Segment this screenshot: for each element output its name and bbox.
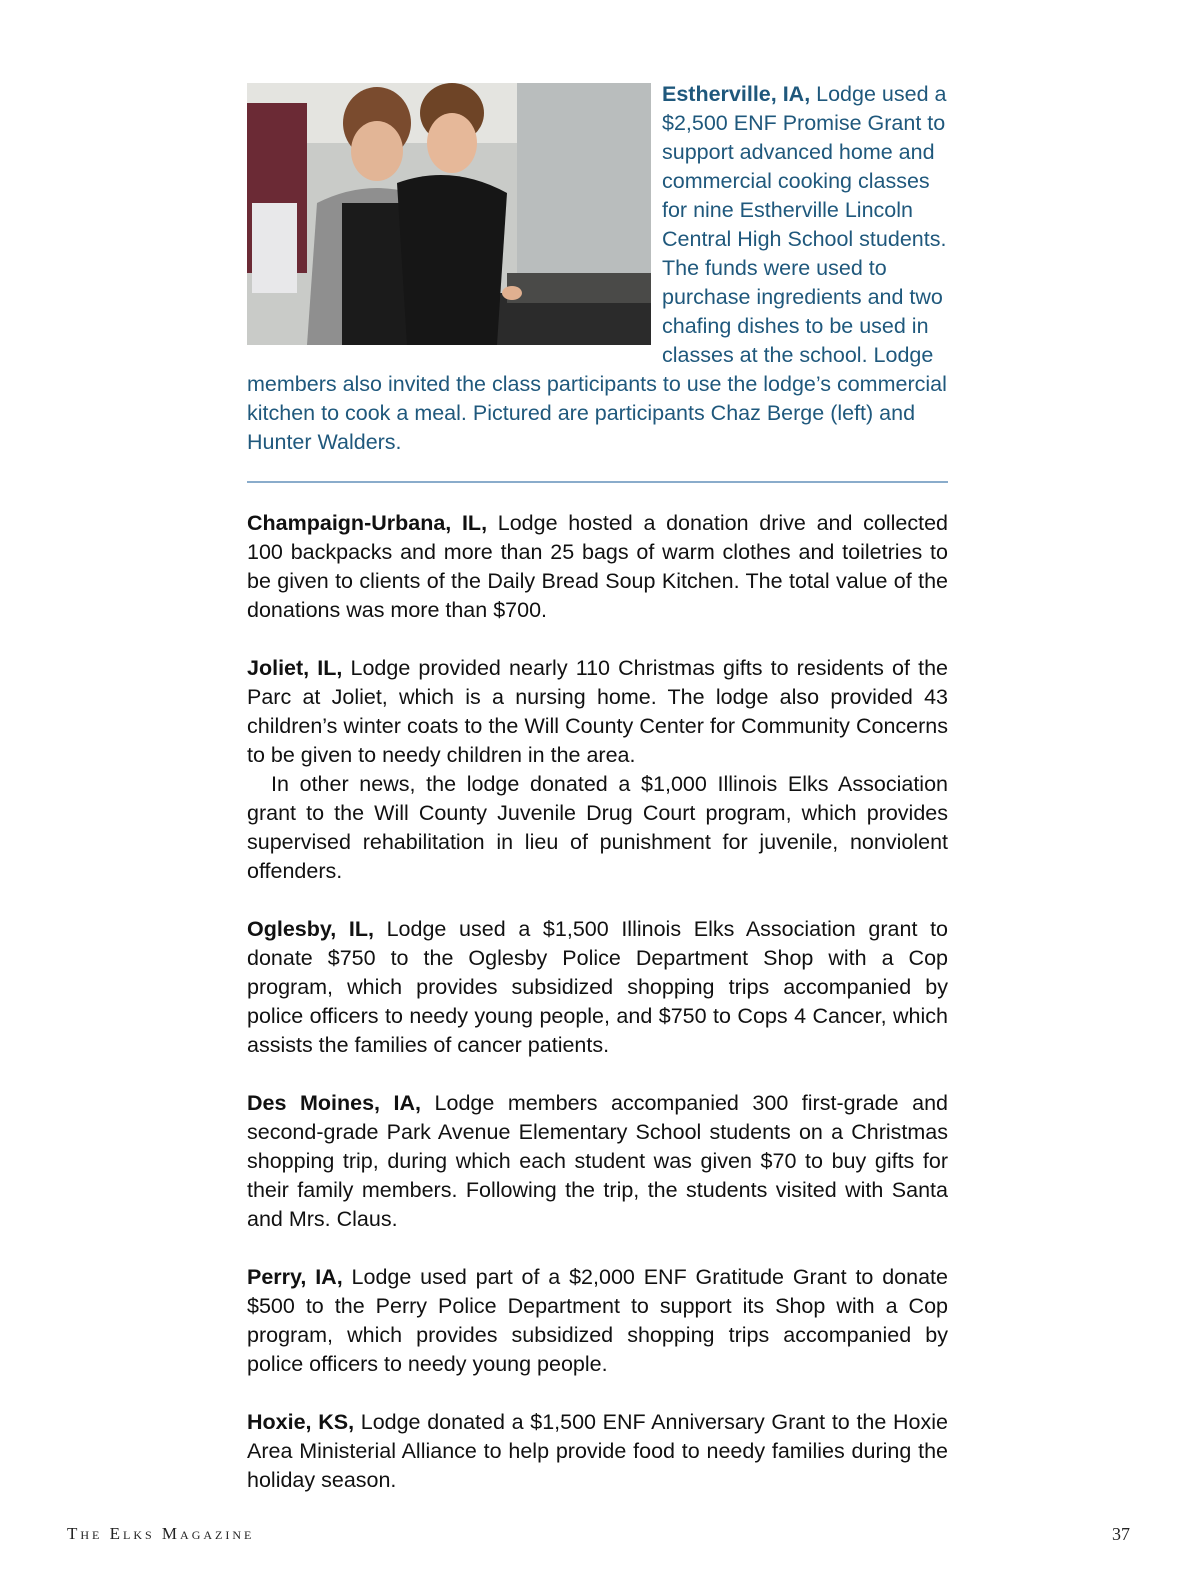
section-divider: [247, 481, 948, 483]
news-item-joliet: [247, 654, 948, 886]
news-item-text: Lodge used a $1,500 Illinois Elks Association grant to donate $750 to the Oglesby Police Department Shop with a Cop program, which provides subsidized shopping trips accompanied by police officers to needy young people, and $750 to Cops 4 Cancer, which assists the families of cancer patients.: [247, 917, 948, 1057]
news-item-paragraph: [247, 654, 948, 770]
news-item-paragraph: [247, 1263, 948, 1379]
page-number: 37: [1112, 1524, 1130, 1544]
two-students-cooking-photo: [247, 83, 651, 345]
news-item-paragraph-2: In other news, the lodge donated a $1,000 Illinois Elks Association grant to the Will County Juvenile Drug Court program, which provides supervised rehabilitation in lieu of punishment for juvenile, nonviolent offenders.: [247, 772, 948, 883]
news-item-oglesby: [247, 915, 948, 1060]
news-item-paragraph: [247, 915, 948, 1060]
caption-text: Lodge used a $2,500 ENF Promise Grant to support advanced home and commercial cooking classes for nine Estherville Lincoln Central High School students. The funds were used to purchase ingredients and two chafing dishes to be used in classes at the school. Lodge members also invited the class participants to use the lodge’s commercial kitchen to cook a meal. Pictured are participants Chaz Berge (left) and Hunter Walders.: [247, 82, 947, 454]
news-item-champaign-urbana: [247, 509, 948, 625]
news-item-location: Des Moines, IA,: [247, 1091, 422, 1115]
news-item-location: Perry, IA,: [247, 1265, 343, 1289]
news-item-paragraph: [247, 509, 948, 625]
news-item-text: Lodge members accompanied 300 first-grade and second-grade Park Avenue Elementary School students on a Christmas shopping trip, during which each student was given $70 to buy gifts for their family members. Following the trip, the students visited with Santa and Mrs. Claus.: [247, 1091, 948, 1231]
news-item-paragraph: [247, 1408, 948, 1495]
news-item-location: Hoxie, KS,: [247, 1410, 355, 1434]
news-item-location: Oglesby, IL,: [247, 917, 374, 941]
news-item-hoxie: [247, 1408, 948, 1495]
news-item-text: Lodge hosted a donation drive and collected 100 backpacks and more than 25 bags of warm clothes and toiletries to be given to clients of the Daily Bread Soup Kitchen. The total value of the donations was more than $700.: [247, 511, 948, 622]
news-item-text: Lodge used part of a $2,000 ENF Gratitude Grant to donate $500 to the Perry Police Department to support its Shop with a Cop program, which provides subsidized shopping trips accompanied by police officers to needy young people.: [247, 1265, 948, 1376]
news-item-des-moines: [247, 1089, 948, 1234]
news-item-location: Champaign-Urbana, IL,: [247, 511, 488, 535]
magazine-title: The Elks Magazine: [67, 1524, 255, 1543]
news-item-text: Lodge provided nearly 110 Christmas gifts to residents of the Parc at Joliet, which is a nursing home. The lodge also provided 43 children’s winter coats to the Will County Center for Community Concerns to be given to needy children in the area.: [247, 656, 948, 767]
photo-caption-block: [247, 80, 948, 457]
caption-location: Estherville, IA,: [662, 82, 811, 106]
news-item-location: Joliet, IL,: [247, 656, 343, 680]
news-item-paragraph: [247, 1089, 948, 1234]
news-item-perry: [247, 1263, 948, 1379]
news-item-text: Lodge donated a $1,500 ENF Anniversary Grant to the Hoxie Area Ministerial Alliance to help provide food to needy families during the holiday season.: [247, 1410, 948, 1492]
article-column: [247, 70, 948, 1524]
